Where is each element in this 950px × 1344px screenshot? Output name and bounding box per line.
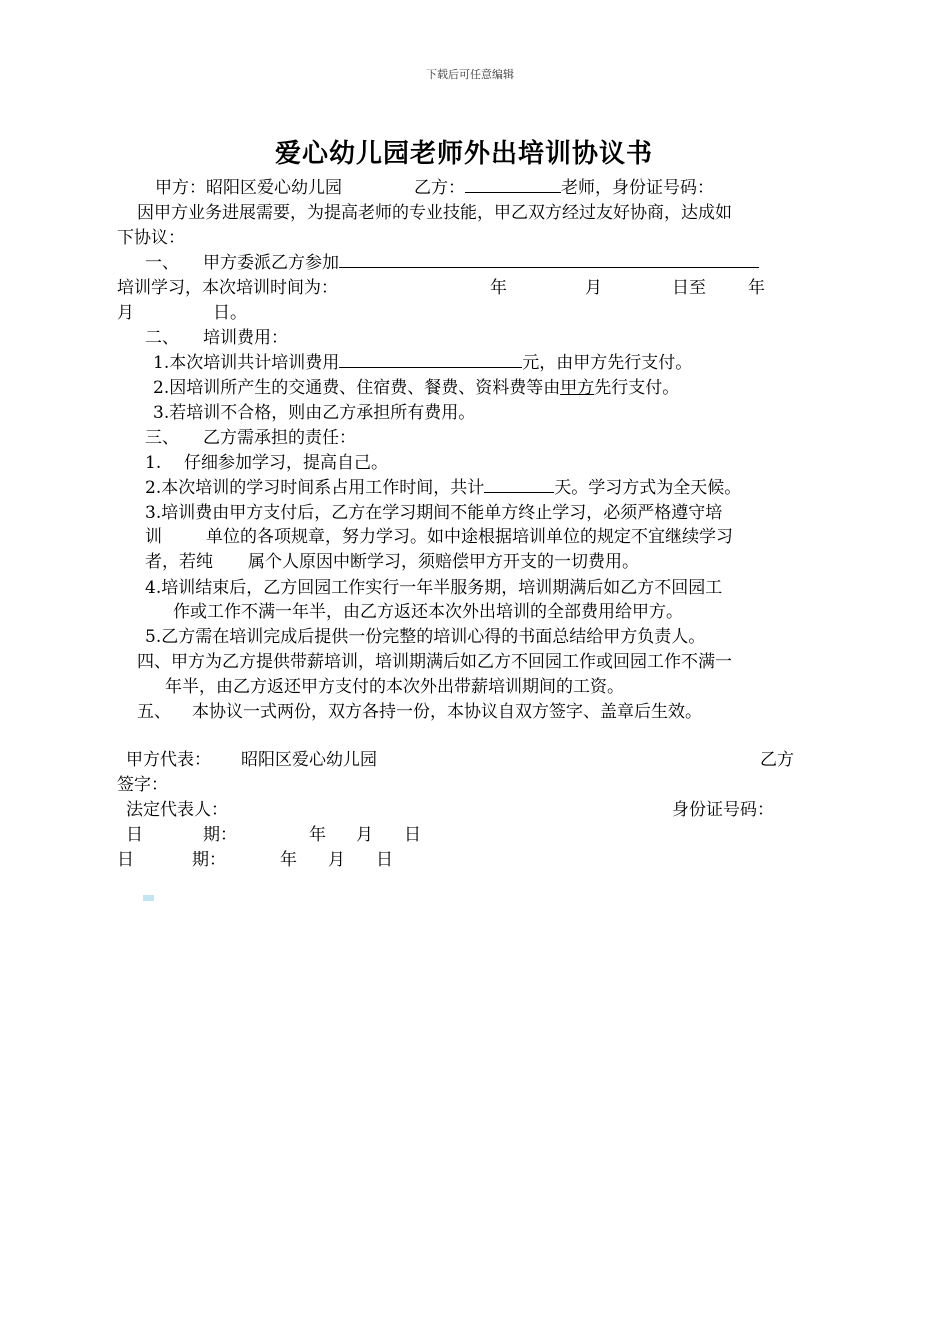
party-a-text: 甲方：昭阳区爱心幼儿园	[155, 178, 342, 198]
party-b-suffix: 老师，身份证号码：	[561, 178, 714, 198]
date-a-month: 月	[356, 825, 373, 845]
date-b-month: 月	[328, 850, 345, 870]
s3-item-5: 5.乙方需在培训完成后提供一份完整的培训心得的书面总结给甲方负责人。	[145, 627, 706, 647]
party-a-rep-value: 昭阳区爱心幼儿园	[241, 750, 377, 770]
s3-item-3-line-2a: 训	[145, 527, 162, 547]
s3-item-1-number: 1.	[145, 453, 162, 473]
s3-item-1-text: 仔细参加学习，提高自己。	[184, 453, 388, 473]
intro-line-2: 下协议：	[117, 228, 185, 248]
training-name-blank	[339, 251, 759, 268]
s1-line-1	[203, 251, 759, 275]
teacher-name-blank	[465, 176, 561, 193]
s5-number: 五、	[137, 702, 171, 722]
s3-item-4-line-1: 4.培训结束后，乙方回园工作实行一年半服务期，培训期满后如乙方不回园工	[145, 578, 723, 598]
s2-item-2-suffix: 先行支付。	[594, 378, 680, 398]
intro-line-1: 因甲方业务进展需要，为提高老师的专业技能，甲乙双方经过友好协商，达成如	[137, 203, 732, 223]
s1-day-to: 日至	[672, 278, 706, 298]
s3-item-4-line-2: 作或工作不满一年半，由乙方返还本次外出培训的全部费用给甲方。	[173, 602, 683, 622]
date-a-day: 日	[404, 825, 421, 845]
party-b-line	[414, 176, 714, 200]
s3-item-3-line-2b: 单位的各项规章，努力学习。如中途根据培训单位的规定不宜继续学习	[206, 527, 733, 547]
s2-item-1-suffix: 元，由甲方先行支付。	[522, 353, 693, 373]
s1-text: 甲方委派乙方参加	[203, 253, 339, 273]
text-cursor-marker	[143, 895, 154, 901]
fee-amount-blank	[339, 351, 522, 368]
party-b-sign-label: 乙方	[760, 750, 794, 770]
s1-month-2: 月	[117, 303, 134, 323]
header-note: 下载后可任意编辑	[426, 68, 514, 81]
s1-number: 一、	[145, 253, 179, 273]
party-b-prefix: 乙方：	[414, 178, 465, 198]
s2-heading: 培训费用：	[203, 328, 288, 348]
s1-year-2: 年	[748, 278, 765, 298]
date-a-qi: 期：	[203, 825, 237, 845]
date-b-qi: 期：	[192, 850, 226, 870]
s3-number: 三、	[145, 428, 179, 448]
date-b-day: 日	[376, 850, 393, 870]
s3-item-3-line-3b: 属个人原因中断学习，须赔偿甲方开支的一切费用。	[248, 552, 639, 572]
s2-item-2-prefix: 2.因培训所产生的交通费、住宿费、餐费、资料费等由	[153, 378, 561, 398]
s1-day-2: 日。	[213, 303, 247, 323]
sign-label: 签字：	[117, 775, 168, 795]
date-a-ri: 日	[126, 825, 143, 845]
party-a-rep-label: 甲方代表：	[126, 750, 211, 770]
s1-year-1: 年	[490, 278, 507, 298]
s3-item-2-prefix: 2.本次培训的学习时间系占用工作时间，共计	[145, 478, 485, 498]
date-b-year: 年	[280, 850, 297, 870]
days-blank	[484, 476, 554, 493]
s2-item-3: 3.若培训不合格，则由乙方承担所有费用。	[153, 403, 476, 423]
s2-number: 二、	[145, 328, 179, 348]
s2-item-1	[153, 351, 692, 375]
s3-item-2	[145, 476, 741, 500]
s4-line-2: 年半，由乙方返还甲方支付的本次外出带薪培训期间的工资。	[165, 677, 624, 697]
s1-time-label: 培训学习，本次培训时间为：	[117, 278, 338, 298]
s3-heading: 乙方需承担的责任：	[203, 428, 356, 448]
page-title: 爱心幼儿园老师外出培训协议书	[275, 139, 654, 169]
s2-item-2	[153, 376, 679, 400]
s3-item-3-line-3a: 者，若纯	[145, 552, 213, 572]
date-b-ri: 日	[117, 850, 134, 870]
s3-item-2-suffix: 天。学习方式为全天候。	[554, 478, 742, 498]
s5-text: 本协议一式两份，双方各持一份，本协议自双方签字、盖章后生效。	[192, 702, 702, 722]
s4-line-1: 四、甲方为乙方提供带薪培训，培训期满后如乙方不回园工作或回园工作不满一	[137, 652, 732, 672]
s3-item-3-line-1: 3.培训费由甲方支付后，乙方在学习期间不能单方终止学习，必须严格遵守培	[145, 503, 723, 523]
s2-item-1-prefix: 1.本次培训共计培训费用	[153, 353, 340, 373]
s2-item-2-underlined: 甲方	[560, 378, 595, 398]
date-a-year: 年	[309, 825, 326, 845]
legal-rep-label: 法定代表人：	[126, 800, 228, 820]
id-number-label: 身份证号码：	[672, 800, 774, 820]
s1-month-1: 月	[585, 278, 602, 298]
